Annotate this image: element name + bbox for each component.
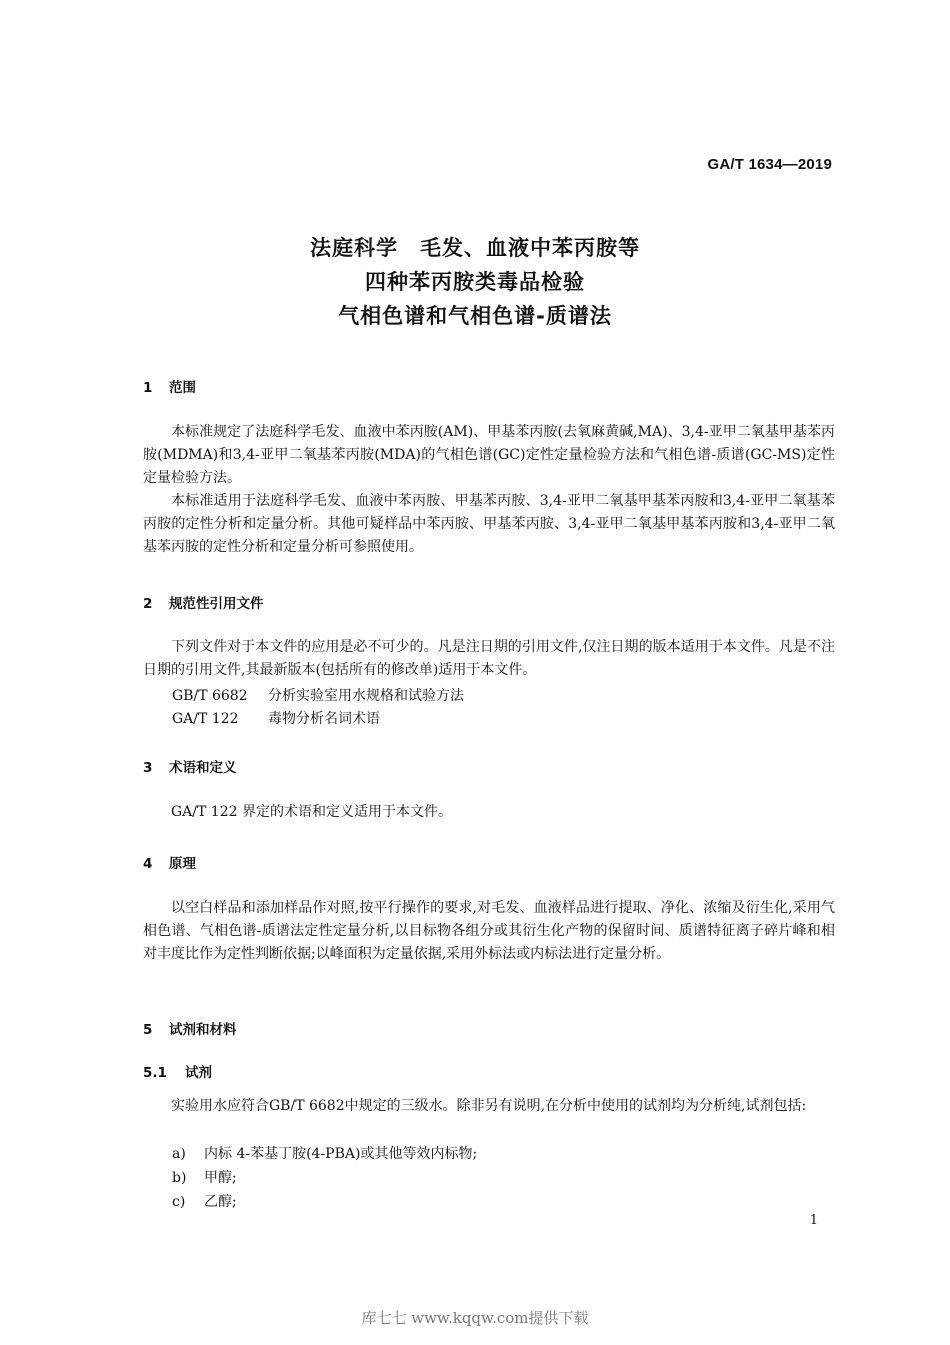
list-marker: b) xyxy=(172,1170,187,1186)
section-3-paragraph-1: GA/T 122 界定的术语和定义适用于本文件。 xyxy=(171,804,452,820)
section-4-heading xyxy=(143,852,196,872)
list-text: 乙醇; xyxy=(204,1194,237,1210)
reference-title: 分析实验室用水规格和试验方法 xyxy=(268,688,464,704)
section-2-heading xyxy=(143,592,264,612)
section-number: 5.1 xyxy=(143,1065,167,1081)
section-number: 5 xyxy=(143,1022,153,1038)
list-item xyxy=(172,1191,237,1211)
page-number: 1 xyxy=(809,1213,818,1228)
section-number: 4 xyxy=(143,856,153,872)
section-2-paragraph-1: 下列文件对于本文件的应用是必不可少的。凡是注日期的引用文件,仅注日期的版本适用于本文件。凡是不注日期的引用文件,其最新版本(包括所有的修改单)适用于本文件。 xyxy=(143,639,835,678)
title-line-1: 法庭科学 毛发、血液中苯丙胺等 xyxy=(310,236,640,260)
section-title: 试剂 xyxy=(185,1065,212,1081)
subsection-5-1-paragraph-1: 实验用水应符合GB/T 6682中规定的三级水。除非另有说明,在分析中使用的试剂均为分析纯,试剂包括: xyxy=(171,1098,807,1114)
list-text: 内标 4-苯基丁胺(4-PBA)或其他等效内标物; xyxy=(204,1146,478,1162)
normative-reference xyxy=(172,708,380,728)
section-4-paragraph-1: 以空白样品和添加样品作对照,按平行操作的要求,对毛发、血液样品进行提取、净化、浓缩及衍生化,采用气相色谱、气相色谱-质谱法定性定量分析,以目标物各组分或其衍生化产物的保留时间、质谱特征离子碎片峰和相对丰度比作为定性判断依据;以峰面积为定量依据,采用外标法或内标法进行定量分析。 xyxy=(143,900,835,962)
section-1-paragraph-2: 本标准适用于法庭科学毛发、血液中苯丙胺、甲基苯丙胺、3,4-亚甲二氧基甲基苯丙胺和3,4-亚甲二氧基苯丙胺的定性分析和定量分析。其他可疑样品中苯丙胺、甲基苯丙胺、3,4-亚甲二氧基甲基苯丙胺和3,4-亚甲二氧基苯丙胺的定性分析和定量分析可参照使用。 xyxy=(143,493,835,555)
section-3-heading xyxy=(143,756,237,776)
section-title: 术语和定义 xyxy=(169,760,237,776)
normative-reference xyxy=(172,685,464,705)
section-number: 2 xyxy=(143,596,153,612)
list-item xyxy=(172,1167,237,1187)
list-item xyxy=(172,1143,477,1163)
section-title: 试剂和材料 xyxy=(169,1022,237,1038)
list-text: 甲醇; xyxy=(204,1170,237,1186)
section-title: 规范性引用文件 xyxy=(169,596,264,612)
standard-code: GA/T 1634—2019 xyxy=(707,156,832,173)
reference-code: GB/T 6682 xyxy=(172,688,248,704)
title-line-3: 气相色谱和气相色谱-质谱法 xyxy=(338,304,612,328)
download-watermark: 库七七 www.kqqw.com提供下载 xyxy=(361,1309,589,1327)
section-title: 原理 xyxy=(169,856,196,872)
section-number: 3 xyxy=(143,760,153,776)
list-marker: a) xyxy=(172,1146,186,1162)
section-number: 1 xyxy=(143,380,153,396)
subsection-5-1-heading xyxy=(143,1061,212,1081)
section-5-heading xyxy=(143,1018,237,1038)
reference-code: GA/T 122 xyxy=(172,711,239,727)
list-marker: c) xyxy=(172,1194,186,1210)
title-line-2: 四种苯丙胺类毒品检验 xyxy=(365,270,585,294)
section-1-heading xyxy=(143,376,196,396)
section-1-paragraph-1: 本标准规定了法庭科学毛发、血液中苯丙胺(AM)、甲基苯丙胺(去氧麻黄碱,MA)、3,4-亚甲二氧基甲基苯丙胺(MDMA)和3,4-亚甲二氧基苯丙胺(MDA)的气相色谱(GC)定性定量检验方法和气相色谱-质谱(GC-MS)定性定量检验方法。 xyxy=(143,424,835,486)
section-title: 范围 xyxy=(169,380,196,396)
reference-title: 毒物分析名词术语 xyxy=(268,711,380,727)
